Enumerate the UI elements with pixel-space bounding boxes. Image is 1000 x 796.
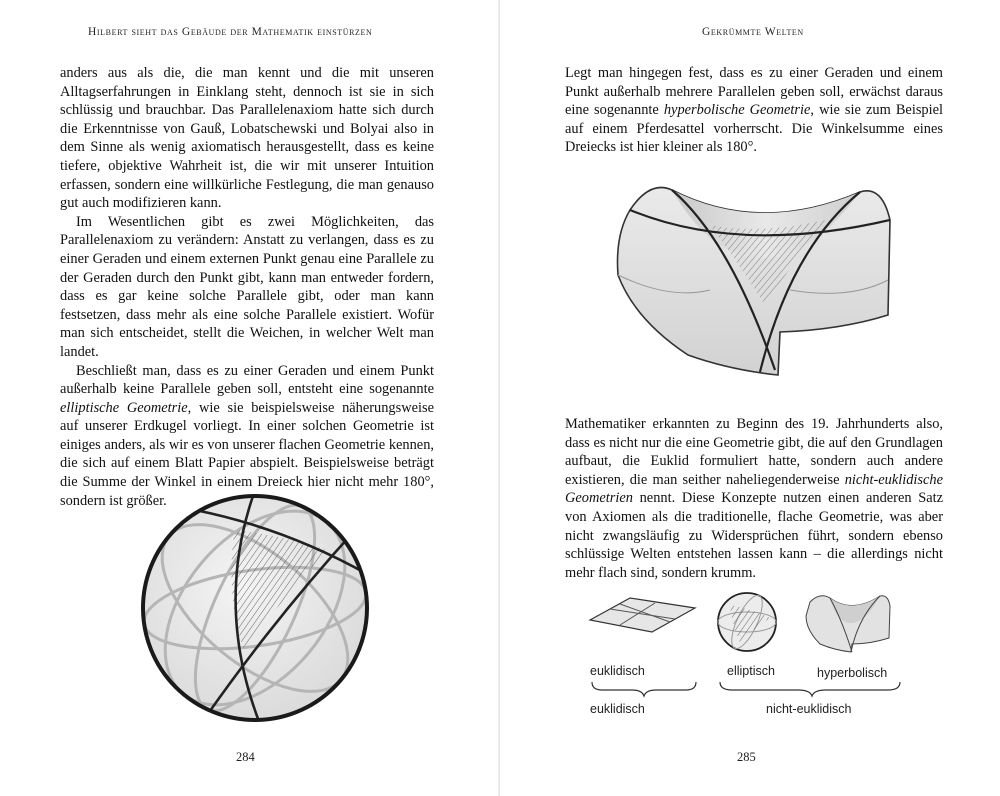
brace-euclidean [592, 682, 696, 696]
brace-non-euclidean [720, 682, 900, 696]
right-page [500, 0, 1000, 796]
paragraph-3-start: Beschließt man, dass es zu einer Geraden und einem Punkt außerhalb keine Parallele geben soll, entsteht eine sogenannte [60, 362, 434, 398]
paragraph-non-euclidean-start: Mathematiker erkannten zu Beginn des 19. Jahrhunderts also, dass es nicht nur die eine Geometrie gibt, die auf den Grundlagen aufbaut, die Euklid formuliert hatte, sondern auch andere existieren, die man seither naheliegenderweise [565, 416, 943, 488]
paragraph-hyperbolic [565, 64, 943, 157]
paragraph-hyperbolic-end: , wie sie zum Beispiel auf einem Pferdesattel vorherrscht. Die Winkelsumme eines Dreiecks ist hier kleiner als 180°. [565, 102, 943, 156]
label-elliptic: elliptisch [727, 664, 775, 678]
right-body-text-top [565, 64, 943, 157]
page-number-right: 285 [737, 750, 756, 764]
term-hyperbolic-geometry: hyperbolische Geometrie [663, 102, 811, 119]
sphere-illustration [135, 488, 375, 728]
running-head-left: Hilbert sieht das Gebäude der Mathematik einstürzen [88, 26, 373, 38]
small-sphere-illustration [718, 591, 776, 652]
saddle-illustration [610, 180, 900, 380]
term-elliptic-geometry: elliptische Geometrie [60, 399, 188, 416]
label-euclidean: euklidisch [590, 664, 645, 678]
label-group-euclidean: euklidisch [590, 702, 645, 716]
paragraph-1: anders aus als die, die man kennt und die mit unseren Alltagserfahrungen in Einklang steht, dennoch ist sie in sich schlüssig und brauchbar. Das Parallelenaxiom hatte sich durch die Erkenntnisse von Gauß, Lobatschewski und Bolyai also in dem Sinne als wenig axiomatisch herausgestellt, dass es keine tiefere, objektive Wahrheit ist, die wir mit unserer Intuition erfassen, sondern eine willkürliche Festlegung, die man genauso gut auch modifizieren kann. [60, 65, 434, 212]
paragraph-3-end: , wie sie beispielsweise näherungsweise auf unserer Erdkugel vorliegt. In einer solchen Geometrie ist einiges anders, als wir es von unserer flachen Geometrie kennen, die sich auf einem Blatt Papier abspielt. Beispielsweise beträgt die Summe der Winkel in einem Dreieck hier nicht mehr 180°, sondern ist größer. [60, 399, 434, 509]
left-body-text [60, 64, 434, 510]
paragraph-non-euclidean-end: nennt. Diese Konzepte nutzen einen anderen Satz von Axiomen als die traditionelle, flache Geometrie, was aber nicht zwangsläufig zu Widersprüchen führt, sondern ebenso schlüssige Welten entstehen lassen kann – die allerdings nicht mehr flach sind, sondern krumm. [565, 490, 943, 581]
term-non-euclidean-geometries: nicht-euklidische Geometrien [565, 471, 943, 507]
small-saddle-illustration [806, 596, 890, 652]
page-number-left: 284 [236, 750, 255, 764]
right-body-text-mid [565, 415, 943, 582]
running-head-right: Gekrümmte Welten [702, 26, 804, 38]
paragraph-2: Im Wesentlichen gibt es zwei Möglichkeiten, das Parallelenaxiom zu verändern: Anstatt zu verlangen, dass es zu einer Geraden und einem externen Punkt genau eine Parallele zu der Geraden durch den Punkt gibt, kann man entweder fordern, dass es gar keine solche Parallele gibt, oder man kann festsetzen, dass mehr als eine solche Parallele existiert. Wofür man sich entscheidet, stellt die Weichen, in welcher Welt man landet. [60, 213, 434, 360]
paragraph-non-euclidean [565, 415, 943, 582]
label-hyperbolic: hyperbolisch [817, 666, 888, 680]
geometry-comparison-diagram [580, 590, 910, 710]
paragraph-hyperbolic-start: Legt man hingegen fest, dass es zu einer Geraden und einem Punkt außerhalb mehrere Parallelen geben soll, erwächst daraus eine sogenannte [565, 65, 943, 119]
plane-illustration [590, 598, 695, 632]
label-group-non-euclidean: nicht-euklidisch [766, 702, 852, 716]
